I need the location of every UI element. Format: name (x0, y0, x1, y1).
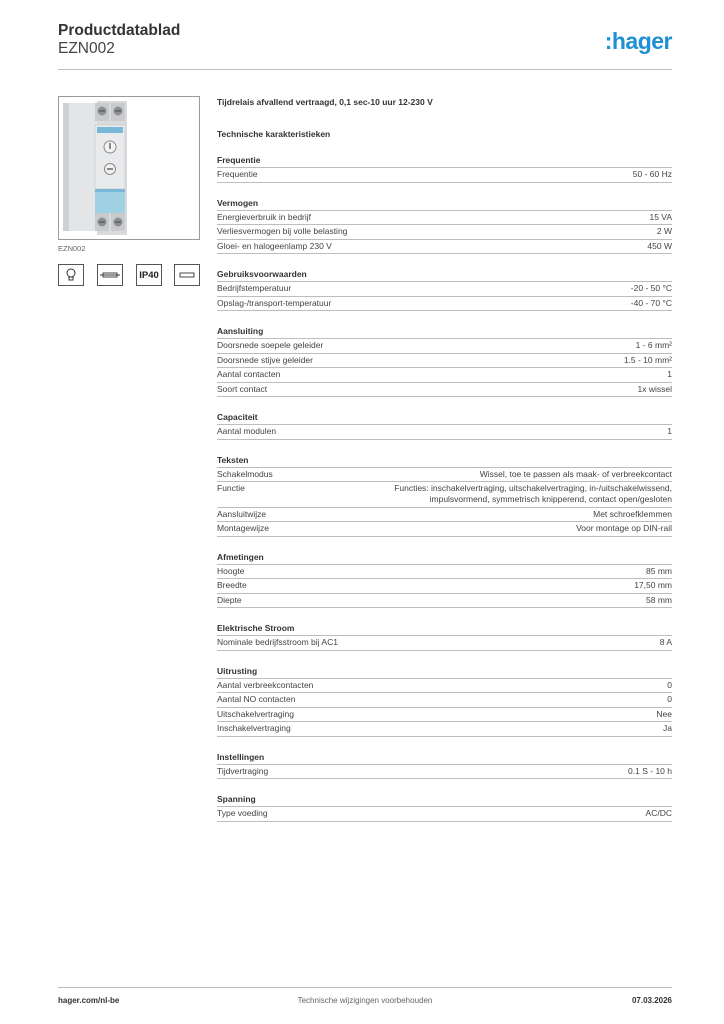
spec-label: Hoogte (217, 565, 245, 576)
footer-website[interactable]: hager.com/nl-be (58, 996, 120, 1005)
image-caption: EZN002 (58, 244, 86, 253)
spec-label: Gloei- en halogeenlamp 230 V (217, 240, 332, 251)
spec-label: Doorsnede stijve geleider (217, 354, 313, 365)
spec-value: -20 - 50 °C (630, 283, 672, 293)
spec-value: 1 - 6 mm² (635, 340, 672, 350)
spec-label: Energieverbruik in bedrijf (217, 211, 312, 222)
spec-value: 1 (667, 369, 672, 379)
spec-label: Aantal modulen (217, 426, 277, 436)
product-description: Tijdrelais afvallend vertraagd, 0,1 sec-10 uur 12-230 V (217, 97, 433, 107)
spec-content (217, 96, 672, 822)
spec-value: 1 (667, 426, 672, 436)
page-header (58, 22, 672, 68)
spec-section (217, 751, 672, 780)
product-code: EZN002 (58, 40, 115, 57)
spec-label: Functie (217, 483, 245, 493)
section-title: Teksten (217, 454, 672, 468)
spec-row (217, 579, 672, 594)
certification-icons (58, 264, 202, 288)
spec-label: Montagewijze (217, 523, 269, 533)
lamp-icon (58, 264, 84, 286)
spec-row (217, 168, 672, 183)
footer-disclaimer: Technische wijzigingen voorbehouden (297, 996, 433, 1005)
footer-divider (58, 987, 672, 988)
spec-label: Aantal verbreekcontacten (217, 679, 314, 690)
spec-section (217, 454, 672, 537)
tech-heading: Technische karakteristieken (217, 129, 331, 139)
spec-label: Frequentie (217, 169, 258, 179)
section-title: Uitrusting (217, 665, 672, 679)
spec-value: 0 (667, 679, 672, 690)
fuse-icon (97, 264, 123, 286)
spec-section (217, 793, 672, 822)
spec-label: Type voeding (217, 808, 268, 818)
spec-label: Aansluitwijze (217, 508, 267, 519)
ip-rating-badge: IP40 (136, 264, 162, 286)
section-title: Capaciteit (217, 411, 672, 425)
spec-row (217, 765, 672, 780)
spec-section (217, 268, 672, 311)
spec-value: 0 (667, 694, 672, 704)
spec-row (217, 368, 672, 383)
spec-label: Tijdvertraging (217, 765, 269, 776)
spec-value: AC/DC (645, 808, 672, 818)
spec-row (217, 354, 672, 369)
spec-row (217, 708, 672, 723)
page-footer (58, 996, 672, 1010)
spec-value: 85 mm (646, 565, 672, 576)
spec-row (217, 679, 672, 694)
spec-sections (217, 154, 672, 822)
spec-label: Bedrijfstemperatuur (217, 283, 292, 293)
spec-value: Wissel, toe te passen als maak- of verbreekcontact (479, 468, 672, 479)
spec-value: Nee (656, 708, 672, 719)
spec-row (217, 211, 672, 226)
spec-label: Diepte (217, 594, 242, 605)
section-title: Elektrische Stroom (217, 622, 672, 636)
spec-value: 17,50 mm (634, 580, 672, 590)
spec-value: 8 A (659, 637, 672, 647)
spec-label: Verliesvermogen bij volle belasting (217, 226, 348, 236)
spec-row (217, 807, 672, 822)
spec-row (217, 297, 672, 312)
spec-value: Ja (663, 723, 672, 733)
section-title: Vermogen (217, 197, 672, 211)
spec-section (217, 154, 672, 183)
spec-section (217, 197, 672, 255)
spec-row (217, 339, 672, 354)
section-title: Spanning (217, 793, 672, 807)
spec-row (217, 722, 672, 737)
spec-label: Doorsnede soepele geleider (217, 340, 324, 350)
spec-value: Voor montage op DIN-rail (576, 523, 672, 533)
section-title: Aansluiting (217, 325, 672, 339)
spec-value: Met schroefklemmen (593, 508, 672, 519)
spec-value: Functies: inschakelvertraging, uitschakelvertraging, in-/uitschakelwissend, impulsvormend, symmetrisch knipperend, contact open/gesloten (394, 483, 672, 504)
product-image (58, 96, 200, 240)
spec-value: 1x wissel (637, 383, 672, 394)
spec-value: 2 W (656, 226, 672, 236)
fuse-outline-icon (174, 264, 200, 286)
spec-section (217, 325, 672, 397)
section-title: Afmetingen (217, 551, 672, 565)
spec-row (217, 594, 672, 609)
footer-date: 07.03.2026 (631, 996, 672, 1005)
spec-row (217, 225, 672, 240)
hager-logo[interactable]: :hager (604, 28, 672, 54)
spec-section (217, 551, 672, 609)
spec-section (217, 622, 672, 651)
header-divider (58, 69, 672, 70)
spec-label: Soort contact (217, 383, 268, 394)
spec-value: -40 - 70 °C (630, 297, 672, 308)
spec-label: Aantal contacten (217, 369, 281, 379)
spec-value: 0.1 S - 10 h (628, 765, 672, 776)
section-title: Instellingen (217, 751, 672, 765)
section-title: Gebruiksvoorwaarden (217, 268, 672, 282)
spec-label: Uitschakelvertraging (217, 708, 295, 719)
spec-value: 50 - 60 Hz (632, 169, 672, 179)
spec-row (217, 425, 672, 440)
time-relay-illustration (59, 97, 199, 239)
spec-row (217, 468, 672, 483)
spec-label: Opslag-/transport-temperatuur (217, 297, 332, 308)
section-title: Frequentie (217, 154, 672, 168)
spec-value: 1.5 - 10 mm² (623, 354, 672, 365)
spec-row (217, 508, 672, 523)
spec-value: 15 VA (649, 211, 672, 222)
spec-row (217, 383, 672, 398)
spec-row (217, 636, 672, 651)
spec-label: Nominale bedrijfsstroom bij AC1 (217, 637, 338, 647)
spec-label: Breedte (217, 580, 247, 590)
document-title: Productdatablad (58, 22, 181, 39)
spec-value: 450 W (647, 240, 672, 251)
spec-row (217, 482, 672, 508)
spec-label: Inschakelvertraging (217, 723, 291, 733)
spec-label: Aantal NO contacten (217, 694, 296, 704)
spec-row (217, 693, 672, 708)
spec-row (217, 565, 672, 580)
spec-label: Schakelmodus (217, 468, 273, 479)
spec-section (217, 411, 672, 440)
spec-row (217, 240, 672, 255)
spec-row (217, 282, 672, 297)
spec-section (217, 665, 672, 737)
spec-row (217, 522, 672, 537)
spec-value: 58 mm (646, 594, 672, 605)
